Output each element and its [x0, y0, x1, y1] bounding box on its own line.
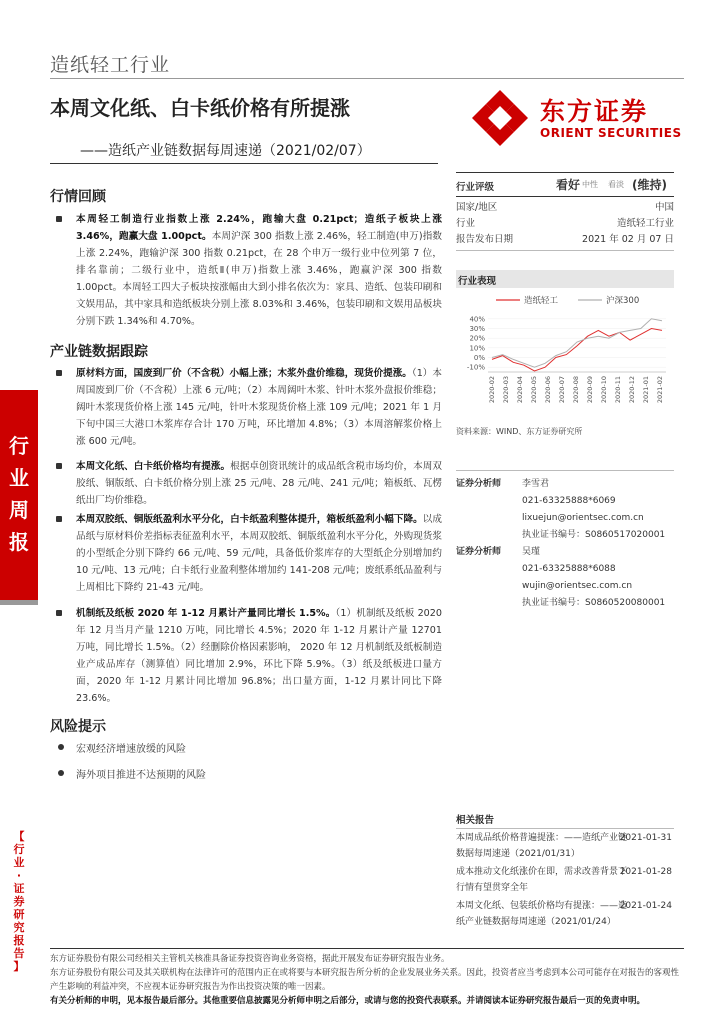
rating-row [456, 177, 674, 193]
footer-disclaimer [50, 952, 684, 1008]
y-tick-label: 10% [469, 344, 485, 353]
x-tick-label: 2021-01 [642, 376, 650, 404]
x-tick-label: 2020-05 [530, 376, 538, 404]
side-report-type: 【 行 业 · 证 券 研 究 报 告 】 [13, 830, 25, 973]
x-tick-label: 2021-02 [656, 376, 664, 404]
section-title-risk: 风险提示 [50, 719, 106, 735]
related-item-subtitle: 数据每周速递（2021/01/31） [456, 849, 580, 859]
analyst-email[interactable]: wujin@orientsec.com.cn [522, 581, 633, 591]
related-item-title: 本周成品纸价格普遍提涨：——造纸产业链 [456, 833, 628, 843]
related-item-date: 2021-01-31 [619, 833, 672, 843]
analyst-name: 李雪君 [522, 479, 550, 489]
side-tab-text: 行 业 周 报 [9, 434, 29, 554]
related-item-subtitle: 行情有望贯穿全年 [456, 883, 529, 893]
market-text: 本周沪深 300 指数上涨 2.46%，轻工制造(申万)指数上涨 2.24%，跑输沪深 300 指数 0.21pct，在 28 个申万一级行业中位列第 7 位，排名靠前；二级行业中，造纸Ⅱ(申万)指数上涨 3.46%，跑赢沪深 300 指数 1.00pct。本周轻工四大子板块按涨幅由大到小排名依次为：家具、造纸、包装印刷和文娱用品，其中家具和造纸板块分别上涨 8.03%和 3.46%，包装印刷和文娱用品板块分别下跌 1.34%和 4.70%。 [76, 231, 442, 327]
related-title: 相关报告 [456, 815, 495, 826]
x-tick-label: 2020-11 [614, 376, 622, 404]
report-headline: 本周文化纸、白卡纸价格有所提涨 [50, 96, 350, 120]
footer-rule [50, 948, 684, 949]
chain-bold-3: 本周双胶纸、铜版纸盈利水平分化，白卡纸盈利整体提升，箱板纸盈利小幅下降。 [76, 514, 423, 525]
x-tick-label: 2020-04 [516, 376, 524, 404]
analyst-row [456, 544, 674, 561]
header-divider [50, 78, 684, 79]
title-divider [50, 163, 438, 164]
info-rule [456, 250, 674, 251]
rating-option-negative: 看淡 [608, 180, 624, 189]
chart-title-bar [456, 270, 674, 288]
related-item-date: 2021-01-28 [619, 867, 672, 877]
info-value: 造纸轻工行业 [616, 218, 674, 229]
chain-bold-4: 机制纸及纸板 2020 年 1-12 月累计产量同比增长 1.5%。 [76, 608, 336, 619]
x-tick-label: 2020-12 [628, 376, 636, 404]
y-tick-label: -10% [466, 363, 485, 372]
analyst-cert: 执业证书编号：S0860520080001 [522, 598, 666, 608]
sector-title: 造纸轻工行业 [50, 54, 171, 76]
y-tick-label: 40% [469, 315, 485, 324]
logo-text-en: ORIENT SECURITIES [540, 126, 682, 140]
risk-item-1: 宏观经济增速放缓的风险 [76, 744, 186, 755]
analyst-name: 吴瑾 [522, 547, 541, 557]
chain-bold-2: 本周文化纸、白卡纸价格均有提涨。 [76, 461, 231, 472]
report-subtitle: ——造纸产业链数据每周速递（2021/02/07） [80, 143, 371, 159]
chain-paragraph-2 [76, 458, 442, 509]
footer-line-3: 有关分析师的申明，见本报告最后部分。其他重要信息披露见分析师申明之后部分，或请与您的投资代表联系。并请阅读本证券研究报告最后一页的免责申明。 [50, 996, 646, 1006]
x-tick-label: 2020-07 [558, 376, 566, 404]
info-row-region [456, 200, 674, 216]
y-tick-label: 0% [473, 354, 485, 362]
y-tick-label: 30% [469, 325, 485, 333]
section-title-chain: 产业链数据跟踪 [50, 344, 148, 360]
related-item[interactable] [456, 898, 674, 930]
market-paragraph [76, 211, 442, 330]
orient-logo-icon [470, 88, 530, 148]
info-value: 2021 年 02 月 07 日 [582, 234, 674, 245]
performance-chart [456, 292, 674, 410]
legend-label: 沪深300 [606, 296, 640, 306]
info-row-date [456, 232, 674, 248]
chain-text-4: （1）机制纸及纸板 2020 年 12 月当月产量 1210 万吨，同比增长 4.5%；2020 年 1-12 月累计产量 12701 万吨，同比增长 1.5%。（2）经删除价格因素影响， 2020 年 12 月机制纸及纸板制造业产成品库存（测算值）同比增加 2.9%，环比下降 5.9%。（3）纸及纸板进口量方面，2020 年 1-12 月累计同比增加 96.8%；出口量方面，1-12 月累计同比下降 23.6%。 [76, 608, 442, 704]
section-title-market: 行情回顾 [50, 189, 106, 205]
chain-bold-1: 原材料方面，国废到厂价（不含税）小幅上涨；木浆外盘价维稳，现货价提涨。 [76, 368, 412, 379]
related-item[interactable] [456, 864, 674, 896]
x-tick-label: 2020-06 [544, 376, 552, 404]
x-tick-label: 2020-10 [600, 376, 608, 404]
footer-line-2: 东方证券股份有限公司及其关联机构在法律许可的范围内正在或将要与本研究报告所分析的企业发展业务关系。因此，投资者应当考虑到本公司可能存在对报告的客观性产生影响的利益冲突，不应视本证券研究报告为作出投资决策的唯一因素。 [50, 968, 680, 992]
bullet-icon [56, 216, 62, 222]
chain-paragraph-4 [76, 605, 442, 707]
x-tick-label: 2020-09 [586, 376, 594, 404]
related-item[interactable] [456, 830, 674, 862]
rating-value: 看好 [556, 178, 581, 192]
chart-title: 行业表现 [458, 276, 497, 287]
side-divider [0, 600, 38, 605]
related-rule [456, 828, 674, 829]
side-tab [0, 390, 38, 600]
info-key: 行业 [456, 218, 476, 229]
chain-text-2: 根据卓创资讯统计的成品纸含税市场均价，本周双胶纸、铜版纸、白卡纸价格分别上涨 25 元/吨、28 元/吨、241 元/吨；箱板纸、瓦楞纸出厂均价维稳。 [76, 461, 443, 506]
rating-top-rule [456, 172, 674, 173]
analyst-email[interactable]: lixuejun@orientsec.com.cn [522, 513, 644, 523]
info-row-industry [456, 216, 674, 232]
info-value: 中国 [654, 202, 674, 213]
chain-paragraph-3 [76, 511, 442, 596]
series-line-index [492, 319, 662, 367]
footer-line-1: 东方证券股份有限公司经相关主管机关核准具备证券投资咨询业务资格，据此开展发布证券研究报告业务。 [50, 954, 450, 964]
legend-label: 造纸轻工 [524, 296, 559, 306]
series-line-industry [492, 329, 662, 372]
x-tick-label: 2020-03 [502, 376, 510, 404]
related-item-title: 本周文化纸、包装纸价格均有提涨：——造 [456, 901, 628, 911]
related-list [456, 830, 674, 930]
y-tick-label: 20% [469, 334, 485, 343]
analyst-label: 证券分析师 [456, 547, 502, 557]
bullet-icon [56, 610, 62, 616]
rating-label: 行业评级 [456, 182, 495, 193]
logo-text-cn: 东方证券 [540, 97, 649, 126]
bullet-icon [56, 463, 62, 469]
chain-paragraph-1 [76, 365, 442, 450]
bullet-icon [58, 770, 64, 776]
x-tick-label: 2020-02 [488, 376, 496, 404]
chain-text-1: （1）本周国废到厂价（不含税）上涨 6 元/吨；（2）本周阔叶木浆、针叶木浆外盘报价维稳；阔叶木浆现货价格上涨 145 元/吨，针叶木浆现货价格上涨 109 元/吨；2021 年 1 月下旬中国三大港口木浆库存合计 170 万吨，环比增加 4.8%；（3）本周溶解浆价格上涨 600 元/吨。 [76, 368, 443, 447]
rating-divider [456, 196, 674, 197]
info-key: 报告发布日期 [456, 234, 514, 245]
related-item-date: 2021-01-24 [619, 901, 672, 911]
analyst-phone: 021-63325888*6088 [522, 564, 616, 574]
bullet-icon [58, 744, 64, 750]
rating-option-neutral: 中性 [582, 180, 598, 189]
market-bold: 本周轻工制造行业指数上涨 2.24%，跑输大盘 0.21pct；造纸子板块上涨 3.46%，跑赢大盘 1.00pct。 [76, 214, 442, 242]
analyst-cert: 执业证书编号：S0860517020001 [522, 530, 666, 540]
related-item-subtitle: 纸产业链数据每周速递（2021/01/24） [456, 917, 616, 927]
info-key: 国家/地区 [456, 202, 498, 213]
rating-info [456, 200, 674, 248]
analyst-label: 证券分析师 [456, 479, 502, 489]
analyst-block [456, 476, 674, 612]
analyst-rule [456, 470, 674, 471]
chart-source: 资料来源：WIND、东方证券研究所 [456, 427, 583, 436]
analyst-row [456, 476, 674, 493]
related-item-title: 成本推动文化纸涨价在即，需求改善背景下 [456, 867, 628, 877]
x-tick-label: 2020-08 [572, 376, 580, 404]
bullet-icon [56, 370, 62, 376]
rating-status: (维持) [632, 178, 667, 192]
risk-item-2: 海外项目推进不达预期的风险 [76, 770, 206, 781]
bullet-icon [56, 516, 62, 522]
analyst-phone: 021-63325888*6069 [522, 496, 616, 506]
chain-text-3: 以成品纸与原材料价差指标表征盈利水平，本周双胶纸、铜版纸盈利水平分化，外购现货浆的小型纸企分别下降约 66 元/吨、59 元/吨，具备低价浆库存的大型纸企分别增加约 10 元/吨、13 元/吨；白卡纸行业盈利整体增加约 141-208 元/吨；废纸系纸品盈利与上周相比下降约 21-43 元/吨。 [76, 514, 443, 593]
